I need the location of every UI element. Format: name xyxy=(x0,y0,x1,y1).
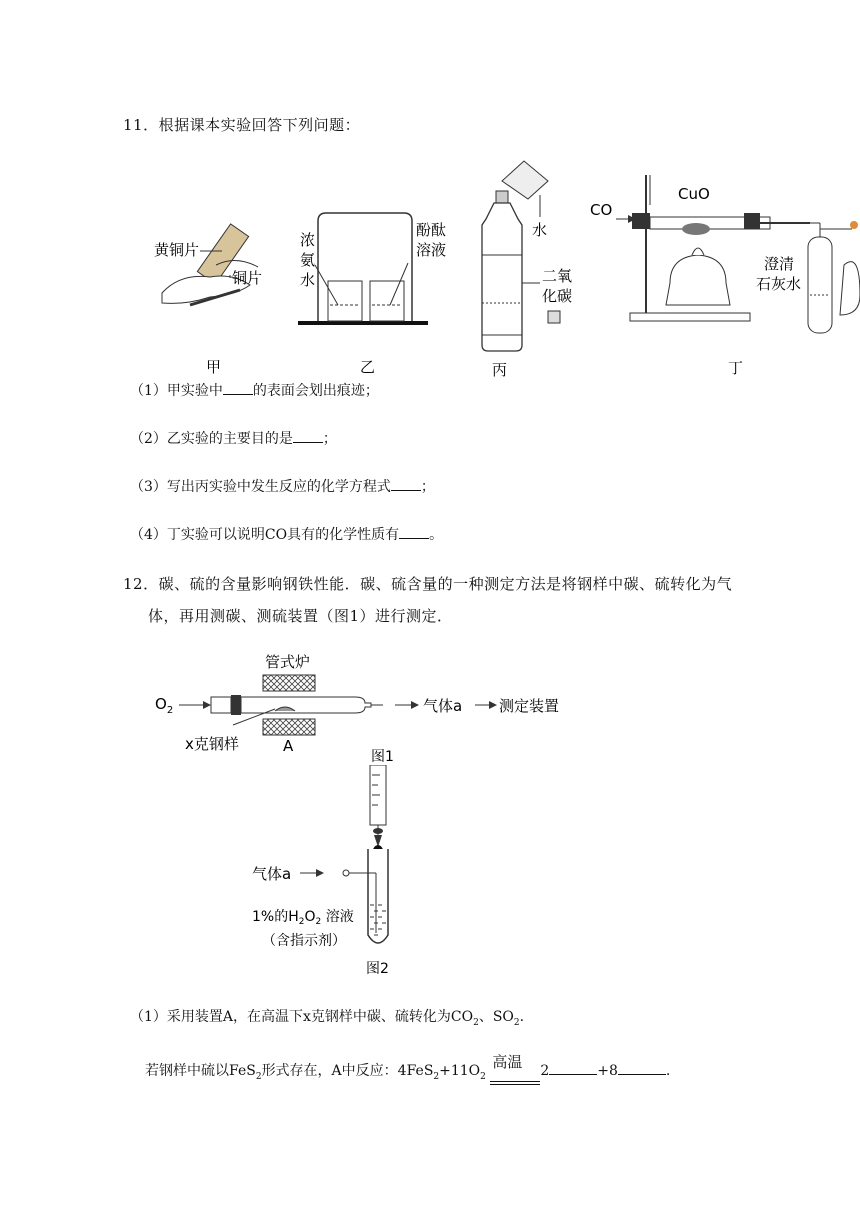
q12-line1: 12．碳、硫的含量影响钢铁性能．碳、硫含量的一种测定方法是将钢样中碳、硫转化为气 xyxy=(123,575,733,593)
label-fen: 酚酞 xyxy=(416,221,447,239)
q11-figure xyxy=(140,155,860,385)
bing-apparatus xyxy=(482,161,560,351)
fig1-tube-furnace xyxy=(145,645,615,770)
q12-line2: 体，再用测碳、测硫装置（图1）进行测定． xyxy=(148,607,453,625)
label-yi: 乙 xyxy=(360,358,376,376)
fig1-gas-a: 气体a xyxy=(423,697,463,715)
label-nong: 浓 xyxy=(300,231,316,249)
label-bing: 丙 xyxy=(492,361,508,379)
fig1-o2-label: $O_2$ xyxy=(155,695,174,716)
label-an: 氨 xyxy=(300,251,316,269)
yi-apparatus xyxy=(298,213,428,323)
fig2-caption: 图2 xyxy=(366,961,389,977)
q11-title: 11．根据课本实验回答下列问题： xyxy=(123,116,361,134)
label-er-yang: 二氧 xyxy=(542,267,573,285)
ding-apparatus xyxy=(616,175,860,333)
label-shui: 水 xyxy=(300,271,316,289)
q11-sub4: （4）丁实验可以说明CO具有的化学性质有 。 xyxy=(130,527,444,543)
q12-sub1: （1）采用装置A，在高温下x克钢样中碳、硫转化为$CO_2$、$SO_2$. xyxy=(130,1009,525,1028)
label-cheng-qing: 澄清 xyxy=(764,255,795,273)
label-tongpian: 铜片 xyxy=(232,269,263,287)
fig1-device: 测定装置 xyxy=(499,697,560,715)
q11-sub3: （3）写出丙实验中发生反应的化学方程式 ； xyxy=(130,479,435,495)
q12-sub2: 若钢样中硫以FeS$_2$形式存在，A中反应：$4FeS_2+11O_2$ 高温 2 +8 . xyxy=(145,1060,670,1082)
fig2-gas-a: 气体a xyxy=(252,865,292,883)
fig2-indicator: （含指示剂） xyxy=(262,933,346,949)
label-cuo: CuO xyxy=(678,185,710,203)
label-shi-hui-shui: 石灰水 xyxy=(756,275,802,293)
fig1-a-label: A xyxy=(283,737,294,755)
fig1-furnace-label: 管式炉 xyxy=(265,653,311,671)
label-hua-tan: 化碳 xyxy=(542,287,573,305)
label-rongye: 溶液 xyxy=(416,241,447,259)
jia-apparatus xyxy=(162,224,258,305)
fig2-solution: 1%的$H_2O_2$ 溶液 xyxy=(252,909,354,927)
fig2-absorption xyxy=(250,765,450,977)
fig1-caption: 图1 xyxy=(371,749,394,765)
label-huangtong: 黄铜片 xyxy=(154,241,200,259)
furnace-bottom xyxy=(263,719,315,735)
q11-sub1: （1）甲实验中 的表面会划出痕迹； xyxy=(130,383,379,399)
label-co: CO xyxy=(590,201,613,219)
label-jia: 甲 xyxy=(206,358,222,376)
q11-sub2: （2）乙实验的主要目的是 ； xyxy=(130,431,337,447)
furnace-top xyxy=(263,675,315,691)
label-water: 水 xyxy=(532,221,548,239)
fig1-sample-label: x克钢样 xyxy=(185,735,239,753)
label-ding: 丁 xyxy=(728,359,744,377)
